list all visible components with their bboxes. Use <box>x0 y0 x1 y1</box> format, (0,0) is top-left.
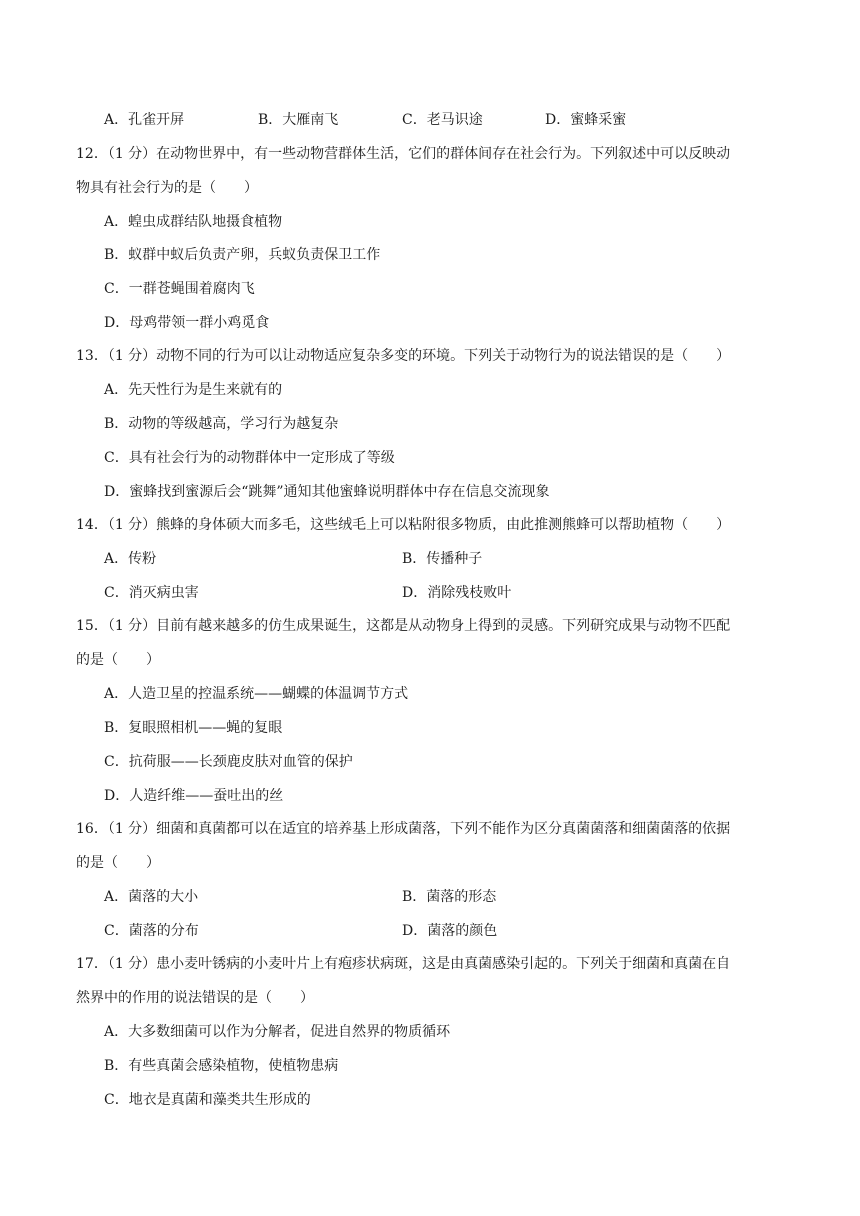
q14-option-c: C．消灭病虫害 <box>104 585 199 601</box>
q11-option-a: A．孔雀开屏 <box>104 112 185 128</box>
q13-option-c: C．具有社会行为的动物群体中一定形成了等级 <box>104 450 395 466</box>
q16-stem: 16．（1 分）细菌和真菌都可以在适宜的培养基上形成菌落，下列不能作为区分真菌菌落和细菌菌落的依据 <box>76 821 731 837</box>
q11-option-b: B．大雁南飞 <box>258 112 339 128</box>
q17-stem-cont: 然界中的作用的说法错误的是（ ） <box>76 990 314 1006</box>
q16-option-a: A．菌落的大小 <box>104 889 199 905</box>
q13-option-a: A．先天性行为是生来就有的 <box>104 382 283 398</box>
q13-option-d: D．蜜蜂找到蜜源后会“跳舞”通知其他蜜蜂说明群体中存在信息交流现象 <box>104 484 550 500</box>
q12-option-d: D．母鸡带领一群小鸡觅食 <box>104 315 270 331</box>
q11-option-d: D．蜜蜂采蜜 <box>545 112 627 128</box>
q12-option-c: C．一群苍蝇围着腐肉飞 <box>104 281 255 297</box>
q14-option-d: D．消除残枝败叶 <box>402 585 512 601</box>
q16-stem-cont: 的是（ ） <box>76 855 160 871</box>
q13-stem: 13．（1 分）动物不同的行为可以让动物适应复杂多变的环境。下列关于动物行为的说法错误的是（ ） <box>76 348 731 364</box>
q12-option-a: A．蝗虫成群结队地摄食植物 <box>104 214 283 230</box>
q15-option-d: D．人造纤维——蚕吐出的丝 <box>104 788 284 804</box>
q17-option-a: A．大多数细菌可以作为分解者，促进自然界的物质循环 <box>104 1024 451 1040</box>
q14-option-b: B．传播种子 <box>402 551 483 567</box>
q15-option-a: A．人造卫星的控温系统——蝴蝶的体温调节方式 <box>104 686 409 702</box>
q16-option-d: D．菌落的颜色 <box>402 923 498 939</box>
q15-stem: 15．（1 分）目前有越来越多的仿生成果诞生，这都是从动物身上得到的灵感。下列研究成果与动物不匹配 <box>76 618 731 634</box>
q14-option-a: A．传粉 <box>104 551 157 567</box>
q12-stem: 12．（1 分）在动物世界中，有一些动物营群体生活，它们的群体间存在社会行为。下列叙述中可以反映动 <box>76 146 731 162</box>
q11-option-c: C．老马识途 <box>402 112 483 128</box>
q12-stem-cont: 物具有社会行为的是（ ） <box>76 180 258 196</box>
q15-stem-cont: 的是（ ） <box>76 652 160 668</box>
q15-option-c: C．抗荷服——长颈鹿皮肤对血管的保护 <box>104 754 353 770</box>
q15-option-b: B．复眼照相机——蝇的复眼 <box>104 720 283 736</box>
q14-stem: 14．（1 分）熊蜂的身体硕大而多毛，这些绒毛上可以粘附很多物质，由此推测熊蜂可以帮助植物（ ） <box>76 517 731 533</box>
q16-option-b: B．菌落的形态 <box>402 889 497 905</box>
q13-option-b: B．动物的等级越高，学习行为越复杂 <box>104 416 339 432</box>
q17-option-b: B．有些真菌会感染植物，使植物患病 <box>104 1058 339 1074</box>
q12-option-b: B．蚁群中蚁后负责产卵，兵蚁负责保卫工作 <box>104 247 381 263</box>
q17-option-c: C．地衣是真菌和藻类共生形成的 <box>104 1092 311 1108</box>
q16-option-c: C．菌落的分布 <box>104 923 199 939</box>
q17-stem: 17．（1 分）患小麦叶锈病的小麦叶片上有疱疹状病斑，这是由真菌感染引起的。下列关于细菌和真菌在自 <box>76 956 731 972</box>
